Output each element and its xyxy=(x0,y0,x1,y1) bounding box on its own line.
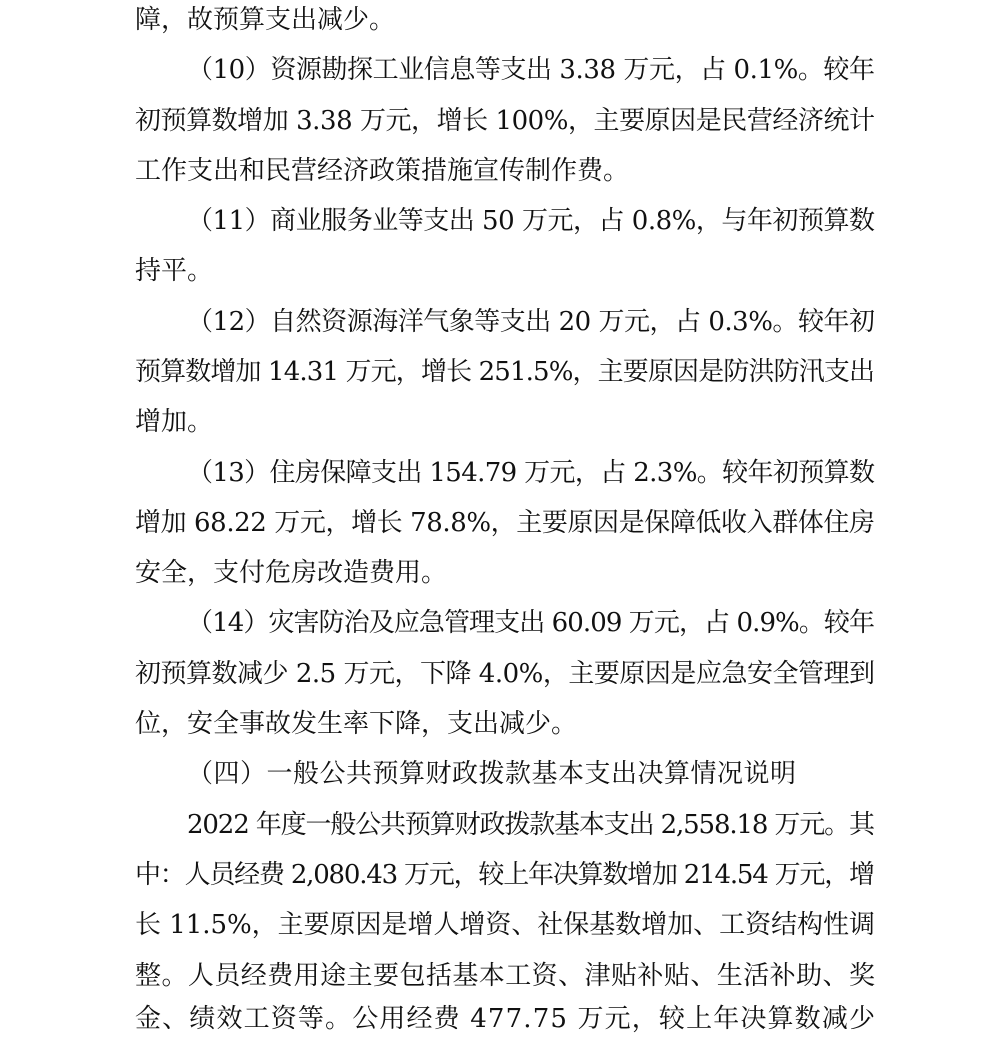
paragraph-text: （14）灾害防治及应急管理支出 60.09 万元，占 0.9%。较年 xyxy=(187,608,875,638)
text-line xyxy=(0,597,1000,649)
text-line xyxy=(0,95,1000,147)
paragraph-text: （12）自然资源海洋气象等支出 20 万元，占 0.3%。较年初 xyxy=(187,307,875,337)
text-line xyxy=(0,698,1000,750)
paragraph-text: 整。人员经费用途主要包括基本工资、津贴补贴、生活补助、奖 xyxy=(135,961,876,991)
paragraph-text: 初预算数减少 2.5 万元，下降 4.0%，主要原因是应急安全管理到 xyxy=(135,659,875,689)
paragraph-text: （13）住房保障支出 154.79 万元，占 2.3%。较年初预算数 xyxy=(187,458,875,488)
text-line xyxy=(0,648,1000,700)
text-line xyxy=(0,849,1000,901)
paragraph-text: 位，安全事故发生率下降，支出减少。 xyxy=(135,709,578,739)
text-line xyxy=(0,145,1000,197)
paragraph-text: 安全，支付危房改造费用。 xyxy=(135,558,448,588)
section-heading xyxy=(0,748,1000,800)
paragraph-text: （10）资源勘探工业信息等支出 3.38 万元，占 0.1%。较年 xyxy=(187,55,875,85)
text-line xyxy=(0,396,1000,448)
paragraph-text: （11）商业服务业等支出 50 万元，占 0.8%，与年初预算数 xyxy=(187,206,875,236)
text-line xyxy=(0,547,1000,599)
text-line xyxy=(0,993,1000,1045)
paragraph-text: 中：人员经费 2,080.43 万元，较上年决算数增加 214.54 万元，增 xyxy=(135,860,874,890)
text-line xyxy=(0,0,1000,46)
text-line xyxy=(0,497,1000,549)
paragraph-text: 初预算数增加 3.38 万元，增长 100%，主要原因是民营经济统计 xyxy=(135,106,875,136)
text-line xyxy=(0,447,1000,499)
paragraph-text: 长 11.5%，主要原因是增人增资、社保基数增加、工资结构性调 xyxy=(135,910,875,940)
paragraph-text: 金、绩效工资等。公用经费 477.75 万元，较上年决算数减少 xyxy=(135,1004,877,1034)
text-line xyxy=(0,899,1000,951)
section-heading-text: （四）一般公共预算财政拨款基本支出决算情况说明 xyxy=(187,759,797,789)
text-line xyxy=(0,296,1000,348)
paragraph-text: 预算数增加 14.31 万元，增长 251.5%，主要原因是防洪防汛支出 xyxy=(135,357,875,387)
paragraph-text: 障，故预算支出减少。 xyxy=(135,5,396,35)
paragraph-text: 增加 68.22 万元，增长 78.8%，主要原因是保障低收入群体住房 xyxy=(135,508,875,538)
text-line xyxy=(0,44,1000,96)
paragraph-text: 增加。 xyxy=(135,407,214,437)
text-line xyxy=(0,195,1000,247)
text-line xyxy=(0,245,1000,297)
paragraph-text: 2022 年度一般公共预算财政拨款基本支出 2,558.18 万元。其 xyxy=(187,810,874,840)
paragraph-text: 工作支出和民营经济政策措施宣传制作费。 xyxy=(135,156,630,186)
text-line xyxy=(0,799,1000,851)
paragraph-text: 持平。 xyxy=(135,256,214,286)
text-line xyxy=(0,346,1000,398)
